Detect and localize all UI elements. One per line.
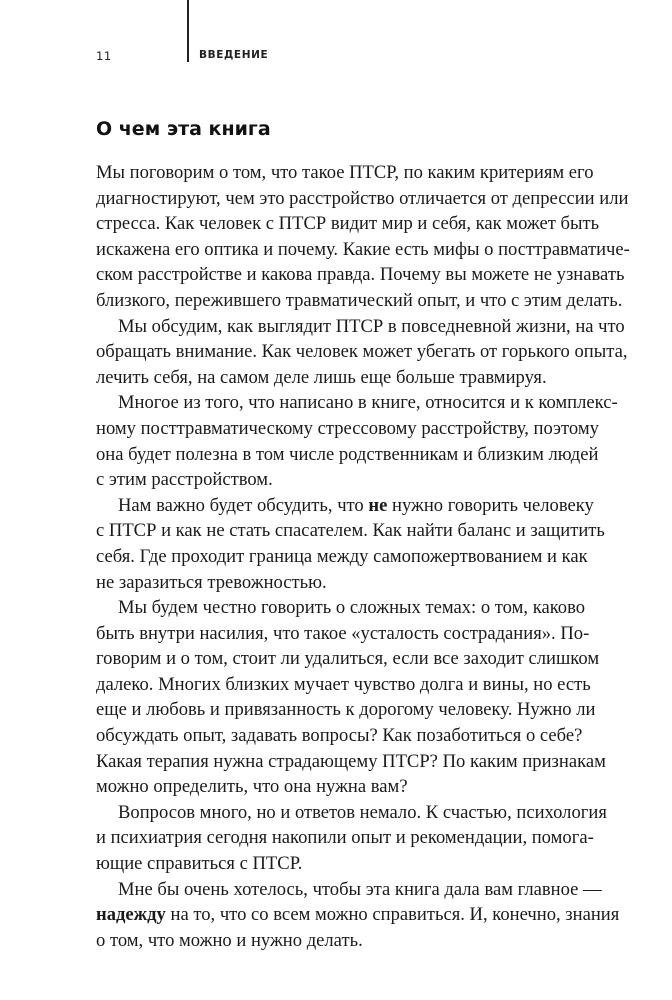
paragraph-6 <box>96 800 607 877</box>
text-line: Многое из того, что написано в книге, относится и к комплекс- <box>118 392 618 414</box>
text-line <box>96 493 602 519</box>
text-line: можно определить, что она нужна вам? <box>96 776 408 798</box>
text-line: Какая терапия нужна страдающему ПТСР? По каким признакам <box>96 750 606 772</box>
paragraph-7 <box>96 877 620 954</box>
running-head: ВВЕДЕНИЕ <box>199 49 269 61</box>
section-title: О чем эта книга <box>96 118 271 140</box>
text-line: ском расстройстве и какова правда. Почему вы можете не узнавать <box>96 264 625 286</box>
text-line: диагностируют, чем это расстройство отличается от депрессии или <box>96 187 629 209</box>
text-run: на то, что со всем можно справиться. И, конечно, знания <box>165 904 620 926</box>
paragraph-5 <box>96 595 606 800</box>
text-run: Нам важно будет обсудить, что <box>118 494 369 516</box>
text-line: с ПТСР и как не стать спасателем. Как найти баланс и защитить <box>96 520 605 542</box>
text-line: не заразиться тревожностью. <box>96 571 327 593</box>
text-line: далеко. Многих близких мучает чувство долга и вины, но есть <box>96 673 591 695</box>
text-line: лечить себя, на самом деле лишь еще больше травмируя. <box>96 366 547 388</box>
header-divider <box>187 0 189 62</box>
text-line: ному посттравматическому стрессовому расстройству, поэтому <box>96 417 599 439</box>
bold-emphasis: не <box>368 494 388 516</box>
text-line: обсуждать опыт, задавать вопросы? Как позаботиться о себе? <box>96 725 583 747</box>
text-line: Мы поговорим о том, что такое ПТСР, по каким критериям его <box>96 162 594 183</box>
text-line: говорим и о том, стоит ли удалиться, если все заходит слишком <box>96 648 600 670</box>
page-number: 11 <box>96 49 112 63</box>
text-line: близкого, пережившего травматический опыт, и что с этим делать. <box>96 289 623 311</box>
body-text <box>96 160 630 953</box>
text-run: нужно говорить человеку <box>387 494 594 516</box>
text-line: еще и любовь и привязанность к дорогому человеку. Нужно ли <box>96 699 596 721</box>
text-line: она будет полезна в том числе родственникам и близким людей <box>96 443 599 465</box>
paragraph-2 <box>96 314 628 391</box>
text-line: Вопросов много, но и ответов немало. К счастью, психология <box>118 801 607 823</box>
text-line: стресса. Как человек с ПТСР видит мир и себя, как может быть <box>96 213 600 235</box>
text-line: ющие справиться с ПТСР. <box>96 853 303 875</box>
text-line: Мы будем честно говорить о сложных темах: о том, каково <box>118 597 586 619</box>
text-line <box>96 902 620 928</box>
text-line: Мы обсудим, как выглядит ПТСР в повседневной жизни, на что <box>118 315 625 337</box>
text-line: и психиатрия сегодня накопили опыт и рекомендации, помога- <box>96 827 594 849</box>
paragraph-1 <box>96 160 630 314</box>
text-line: о том, что можно и нужно делать. <box>96 929 363 951</box>
text-line: Мне бы очень хотелось, чтобы эта книга дала вам главное — <box>118 878 602 900</box>
text-line: быть внутри насилия, что такое «усталость сострадания». По- <box>96 622 590 644</box>
text-line: с этим расстройством. <box>96 469 273 491</box>
text-line: искажена его оптика и почему. Какие есть мифы о посттравматиче- <box>96 238 630 260</box>
paragraph-4 <box>96 493 605 595</box>
bold-emphasis: надежду <box>96 904 166 926</box>
text-line: себя. Где проходит граница между самопожертвованием и как <box>96 545 588 567</box>
text-line: обращать внимание. Как человек может убегать от горького опыта, <box>96 341 628 363</box>
paragraph-3 <box>96 390 618 492</box>
